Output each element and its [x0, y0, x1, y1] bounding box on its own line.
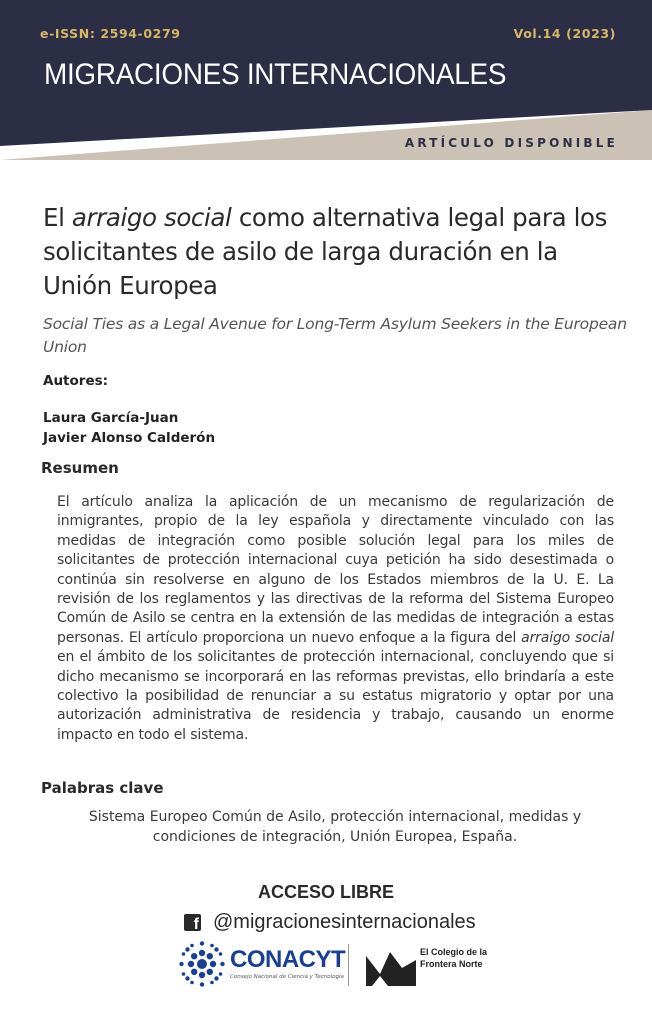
author-name: Javier Alonso Calderón: [43, 430, 216, 446]
abstract-italic-term: arraigo social: [521, 629, 614, 646]
abstract-text: [57, 493, 614, 745]
journal-header: [0, 0, 652, 160]
social-handle[interactable]: @migracionesinternacionales: [213, 910, 476, 933]
article-title: [43, 201, 633, 303]
abstract-part-1: El artículo analiza la aplicación de un mecanismo de regularización de inmigrantes, propio de la ley española y directamente vinculado con las medidas de integración como posible solución legal para los miles de solicitantes de protección internacional cuya petición ha sido desestimada o continúa sin resolverse en alguno de los Estados miembros de la U. E. La revisión de los reglamentos y las directivas de la reforma del Sistema Europeo Común de Asilo se centra en la extensión de las medidas de integración a estas personas. El artículo proporciona un nuevo enfoque a la figura del: [57, 494, 614, 646]
authors-list: [43, 408, 215, 448]
availability-label: ARTÍCULO DISPONIBLE: [404, 136, 618, 150]
social-link[interactable]: [184, 910, 476, 934]
issn-label: e-ISSN: 2594-0279: [40, 26, 181, 41]
conacyt-logo-icon: [178, 940, 226, 988]
conacyt-logo-text: CONACYT: [230, 946, 346, 973]
authors-label: Autores:: [43, 373, 109, 389]
volume-label: Vol.14 (2023): [513, 26, 616, 41]
keywords-heading: Palabras clave: [41, 779, 164, 797]
keywords-text: Sistema Europeo Común de Asilo, protección internacional, medidas y condiciones de integración, Unión Europea, España.: [88, 809, 582, 845]
abstract-part-2: en el ámbito de los solicitantes de protección internacional, concluyendo que si dicho mecanismo se incorporará en las reformas previstas, ello brindaría a este colectivo la posibilidad de renunciar a su estatus migratorio y optar por una autorización administrativa de residencia y trabajo, causando un enorme impacto en todo el sistema.: [57, 649, 614, 743]
colegio-logo-icon: [366, 946, 416, 986]
sponsor-logos: [178, 940, 498, 990]
article-subtitle: Social Ties as a Legal Avenue for Long-Term Asylum Seekers in the European Union: [43, 315, 627, 356]
facebook-icon: f: [184, 914, 201, 931]
conacyt-subtitle: Consejo Nacional de Ciencia y Tecnología: [230, 974, 344, 980]
author-name: Laura García-Juan: [43, 410, 179, 426]
colegio-logo-text: El Colegio de la Frontera Norte: [420, 947, 488, 969]
logo-divider: [348, 944, 349, 986]
journal-title: MIGRACIONES INTERNACIONALES: [44, 58, 507, 91]
title-italic-term: arraigo social: [71, 203, 232, 232]
title-part-1: El: [43, 203, 72, 232]
abstract-heading: Resumen: [41, 459, 119, 477]
open-access-label: ACCESO LIBRE: [257, 882, 394, 902]
title-part-2: como alternativa legal para los solicitantes de asilo de larga duración en la Unión Europea: [43, 203, 607, 300]
